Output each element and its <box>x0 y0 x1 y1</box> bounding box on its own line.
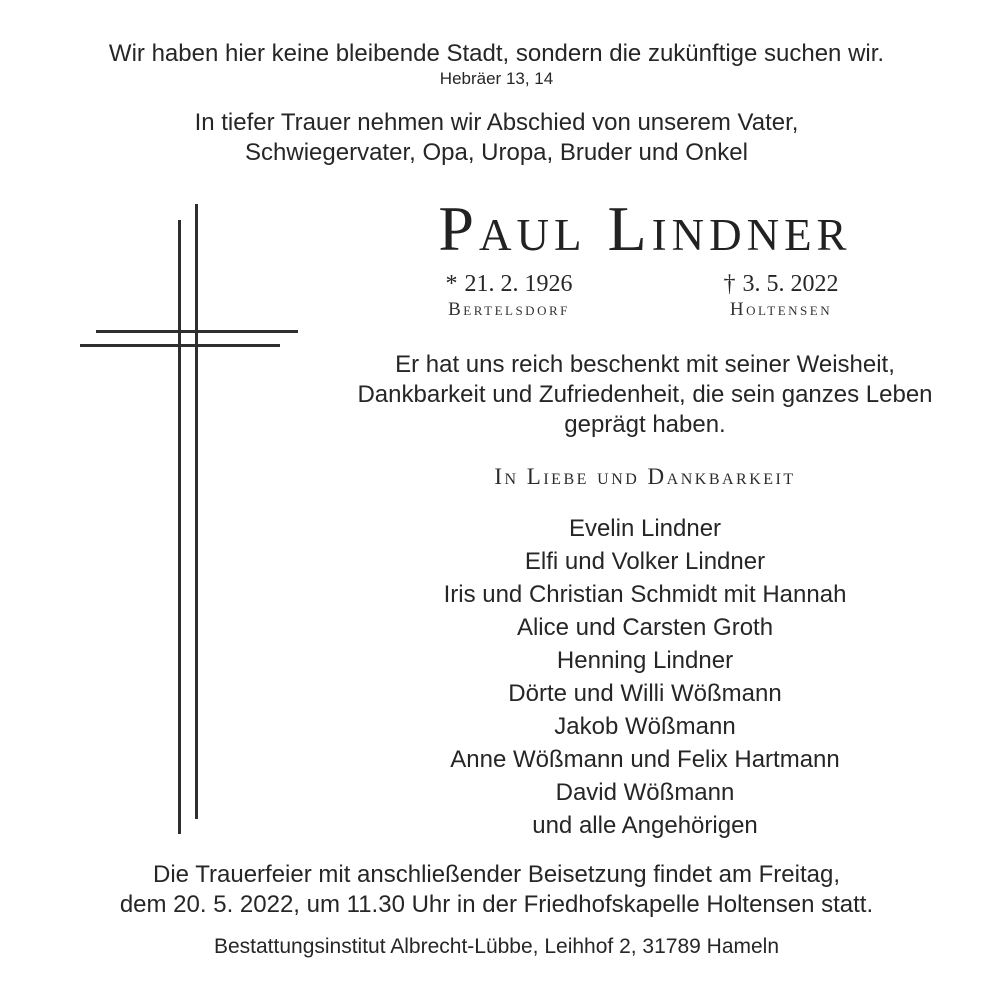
birth-star-symbol: * <box>445 271 458 297</box>
funeral-line: Die Trauerfeier mit anschließender Beisetzung findet am Freitag, <box>153 861 840 888</box>
cross-vertical-line <box>195 204 198 819</box>
mourner-name: Henning Lindner <box>556 647 734 674</box>
tribute-line: Dankbarkeit und Zufriedenheit, die sein ganzes Leben <box>357 381 933 408</box>
cross-vertical-line <box>178 220 181 834</box>
cross-horizontal-line <box>96 330 298 333</box>
death-place: Holtensen <box>729 299 833 320</box>
birth-place: Bertelsdorf <box>448 299 570 320</box>
mourner-name: Jakob Wößmann <box>554 713 736 740</box>
intro-line: In tiefer Trauer nehmen wir Abschied von unserem Vater, <box>194 109 799 136</box>
mourner-name: Anne Wößmann und Felix Hartmann <box>450 746 840 773</box>
bible-reference: Hebräer 13, 14 <box>439 69 554 88</box>
funeral-line: dem 20. 5. 2022, um 11.30 Uhr in der Friedhofskapelle Holtensen statt. <box>119 891 874 918</box>
life-dates <box>297 270 993 322</box>
mourner-name: Elfi und Volker Lindner <box>524 548 766 575</box>
tribute-text <box>297 350 993 440</box>
mourner-name: Evelin Lindner <box>568 515 722 542</box>
mourners-list <box>297 512 993 842</box>
intro-text <box>0 108 993 168</box>
tribute-line: geprägt haben. <box>564 411 726 438</box>
tribute-line: Er hat uns reich beschenkt mit seiner Weisheit, <box>395 351 895 378</box>
birth-date <box>394 270 624 298</box>
mourner-name: Alice und Carsten Groth <box>516 614 774 641</box>
undertaker-info: Bestattungsinstitut Albrecht-Lübbe, Leihhof 2, 31789 Hameln <box>213 935 780 958</box>
birth-date-value: 21. 2. 1926 <box>464 271 573 297</box>
mourner-name: David Wößmann <box>555 779 735 806</box>
death-date <box>666 270 896 298</box>
bible-quote: Wir haben hier keine bleibende Stadt, sondern die zukünftige suchen wir. <box>108 40 885 67</box>
salutation: In Liebe und Dankbarkeit <box>494 464 796 489</box>
intro-line: Schwiegervater, Opa, Uropa, Bruder und Onkel <box>245 139 748 166</box>
deceased-name: Paul Lindner <box>438 193 852 264</box>
death-date-value: 3. 5. 2022 <box>742 271 839 297</box>
cross-horizontal-line <box>80 344 280 347</box>
mourner-name: Iris und Christian Schmidt mit Hannah <box>443 581 847 608</box>
death-dagger-symbol: † <box>723 271 736 297</box>
main-section <box>297 193 993 842</box>
mourner-name: Dörte und Willi Wößmann <box>508 680 782 707</box>
birth-info <box>394 270 624 322</box>
death-info <box>666 270 896 322</box>
mourner-name: und alle Angehörigen <box>532 812 758 839</box>
funeral-announcement <box>0 860 993 920</box>
